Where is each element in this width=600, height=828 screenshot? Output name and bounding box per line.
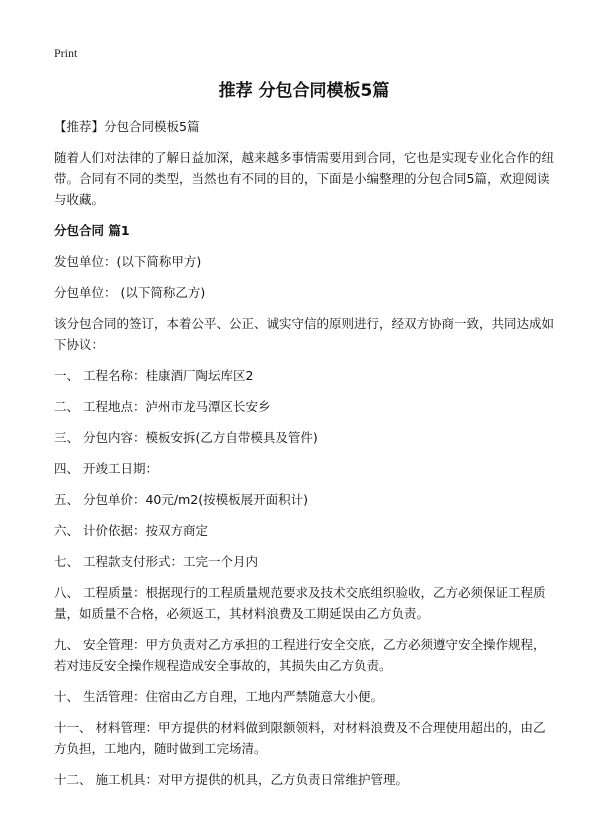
section-heading: 分包合同 篇1 xyxy=(54,223,130,238)
contract-clause: 一、 工程名称：桂康酒厂陶坛库区2 xyxy=(54,368,254,383)
contract-clause: 四、 开竣工日期： xyxy=(54,461,158,476)
contract-clause: 十二、 施工机具：对甲方提供的机具，乙方负责日常维护管理。 xyxy=(54,772,408,787)
contract-clause: 七、 工程款支付形式：工完一个月内 xyxy=(54,554,258,569)
contract-clause: 分包单位： (以下简称乙方) xyxy=(54,285,206,300)
contract-clause: 五、 分包单价：40元/m2(按模板展开面积计) xyxy=(54,492,308,507)
contract-clause: 十、 生活管理：住宿由乙方自理，工地内严禁随意大小便。 xyxy=(54,689,383,704)
document-subtitle: 【推荐】分包合同模板5篇 xyxy=(54,119,200,134)
document-title: 推荐 分包合同模板5篇 xyxy=(218,81,390,101)
document-body xyxy=(54,78,554,800)
contract-clause: 九、 安全管理：甲方负责对乙方承担的工程进行安全交底，乙方必须遵守安全操作规程，若对违反安全操作规程造成安全事故的，其损失由乙方负责。 xyxy=(54,637,546,673)
contract-clause: 三、 分包内容：模板安拆(乙方自带模具及管件) xyxy=(54,430,318,445)
contract-clause: 八、 工程质量：根据现行的工程质量规范要求及技术交底组织验收，乙方必须保证工程质量，如质量不合格，必须返工，其材料浪费及工期延误由乙方负责。 xyxy=(54,585,546,621)
contract-clause: 发包单位：(以下简称甲方) xyxy=(54,254,202,269)
print-link[interactable]: Print xyxy=(54,46,78,60)
contract-clause: 六、 计价依据：按双方商定 xyxy=(54,523,208,538)
contract-clause: 该分包合同的签订，本着公平、公正、诚实守信的原则进行，经双方协商一致，共同达成如下协议： xyxy=(54,316,555,352)
contract-clause: 二、 工程地点：泸州市龙马潭区长安乡 xyxy=(54,399,271,414)
intro-paragraph: 随着人们对法律的了解日益加深，越来越多事情需要用到合同，它也是实现专业化合作的纽带。合同有不同的类型，当然也有不同的目的，下面是小编整理的分包合同5篇，欢迎阅读与收藏。 xyxy=(54,150,555,207)
contract-clause: 十一、 材料管理：甲方提供的材料做到限额领料，对材料浪费及不合理使用超出的，由乙方负担，工地内，随时做到工完场清。 xyxy=(54,720,546,756)
